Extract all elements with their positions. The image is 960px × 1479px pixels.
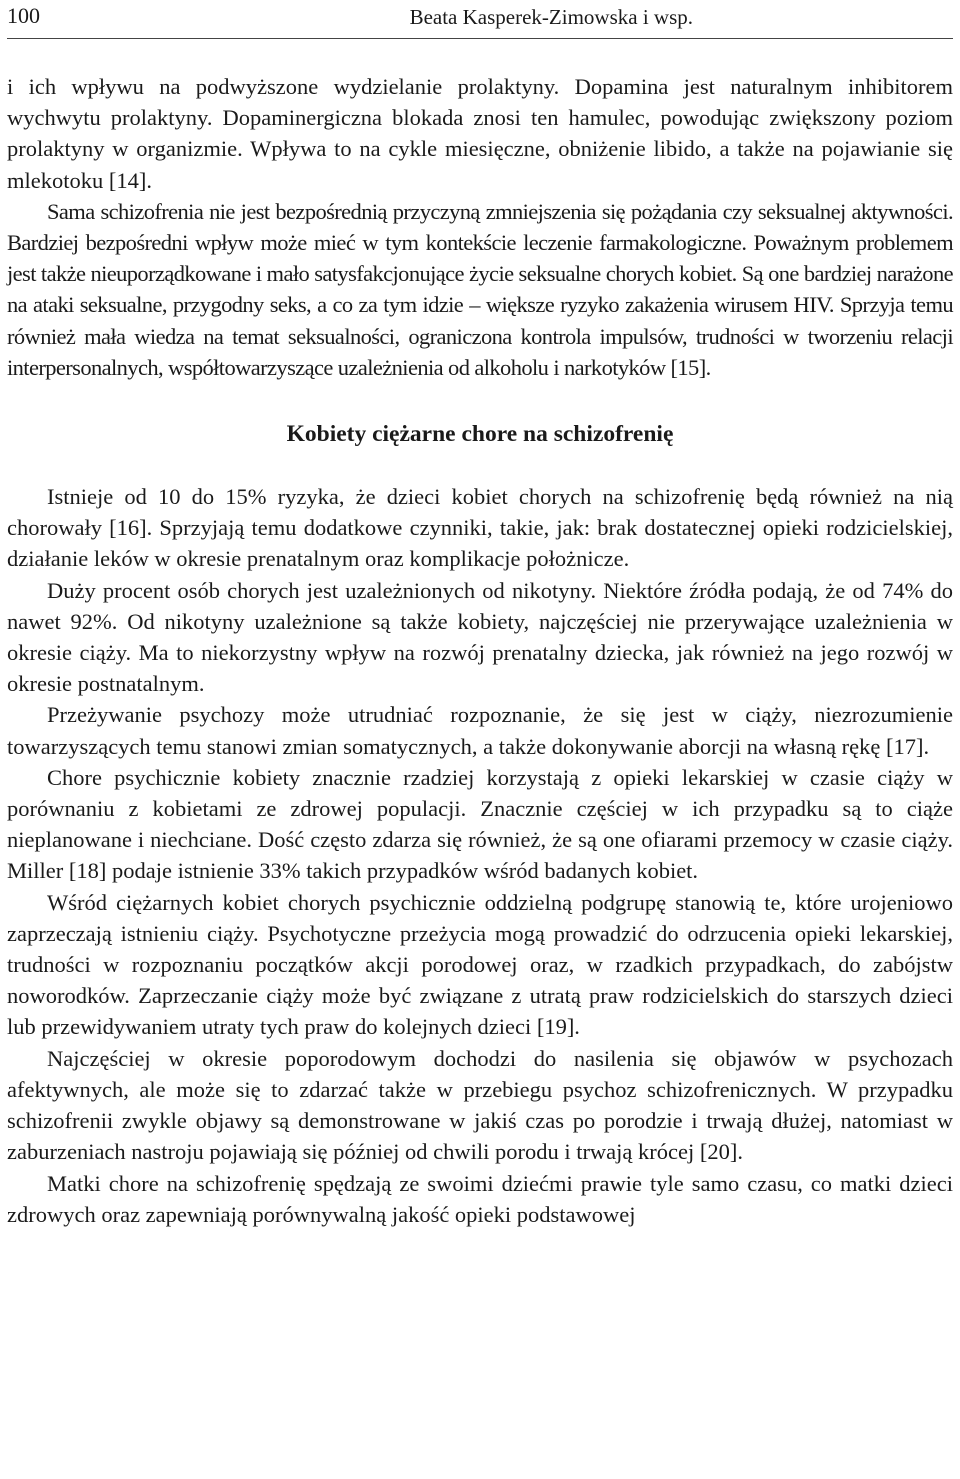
page-number: 100 xyxy=(7,3,40,28)
running-header xyxy=(7,0,953,39)
paragraph: i ich wpływu na podwyższone wydzielanie prolaktyny. Dopamina jest naturalnym inhibitorem wychwytu prolaktyny. Dopaminergiczna blokada znosi ten hamulec, powodując zwiększony poziom prolaktyny w organizmie. Wpływa to na cykle miesięczne, obniżenie libido, a także na pojawianie się mlekotoku [14]. xyxy=(7,74,953,193)
paragraph: Matki chore na schizofrenię spędzają ze swoimi dziećmi prawie tyle samo czasu, co matki dzieci zdrowych oraz zapewniają porównywalną jakość opieki podstawowej xyxy=(7,1170,953,1227)
paragraph: Chore psychicznie kobiety znacznie rzadziej korzystają z opieki lekarskiej w czasie ciąży w porównaniu z kobietami ze zdrowej populacji. Znacznie częściej w ich przypadku są to ciąże nieplanowane i niechciane. Dość często zdarza się również, że są one ofiarami przemocy w czasie ciąży. Miller [18] podaje istnienie 33% takich przypadków wśród badanych kobiet. xyxy=(7,764,953,884)
paragraph: Istnieje od 10 do 15% ryzyka, że dzieci kobiet chorych na schizofrenię będą również na nią chorowały [16]. Sprzyjają temu dodatkowe czynniki, takie, jak: brak dostatecznej opieki rodzicielskiej, działanie leków w okresie prenatalnym oraz komplikacje położnicze. xyxy=(7,484,953,572)
section-heading: Kobiety ciężarne chore na schizofrenię xyxy=(286,421,674,448)
document-page xyxy=(7,0,953,1230)
paragraph: Najczęściej w okresie poporodowym dochodzi do nasilenia się objawów w psychozach afektywnych, ale może się to zdarzać także w przebiegu psychoz schizofrenicznych. W przypadku schizofrenii zwykle objawy są demonstrowane w jakiś czas po porodzie i trwają dłużej, natomiast w zaburzeniach nastroju pojawiają się później od chwili porodu i trwają krócej [20]. xyxy=(7,1045,953,1165)
running-head-authors: Beata Kasperek-Zimowska i wsp. xyxy=(409,5,693,29)
paragraph: Duży procent osób chorych jest uzależnionych od nikotyny. Niektóre źródła podają, że od 74% do nawet 92%. Od nikotyny uzależnione są także kobiety, najczęściej nie przerywające uzależnienia w okresie ciąży. Ma to niekorzystny wpływ na rozwój prenatalny dziecka, jak również na jego rozwój w okresie postnatalnym. xyxy=(7,577,953,697)
paragraph: Przeżywanie psychozy może utrudniać rozpoznanie, że się jest w ciąży, niezrozumienie towarzyszących temu stanowi zmian somatycznych, a także dokonywanie aborcji na własną rękę [17]. xyxy=(7,702,953,759)
paragraph: Wśród ciężarnych kobiet chorych psychicznie oddzielną podgrupę stanowią te, które urojeniowo zaprzeczają istnieniu ciąży. Psychotyczne przeżycia mogą prowadzić do odrzucenia opieki lekarskiej, trudności w rozpoznaniu początków akcji porodowej oraz, w rzadkich przypadkach, do zabójstw noworodków. Zaprzeczanie ciąży może być związane z utratą praw rodzicielskich do starszych dzieci lub przewidywaniem utraty tych praw do kolejnych dzieci [19]. xyxy=(7,889,953,1040)
paragraph: Sama schizofrenia nie jest bezpośrednią przyczyną zmniejszenia się pożądania czy seksualnej aktywności. Bardziej bezpośredni wpływ może mieć w tym kontekście leczenie farmakologiczne. Poważnym problemem jest także nieuporządkowane i mało satysfakcjonujące życie seksualne chorych kobiet. Są one bardziej narażone na ataki seksualne, przygodny seks, a co za tym idzie – większe ryzyko zakażenia wirusem HIV. Sprzyja temu również mała wiedza na temat seksualności, ograniczona kontrola impulsów, trudności w tworzeniu relacji interpersonalnych, współtowarzyszące uzależnienia od alkoholu i narkotyków [15]. xyxy=(7,198,953,380)
article-body xyxy=(7,71,953,1230)
